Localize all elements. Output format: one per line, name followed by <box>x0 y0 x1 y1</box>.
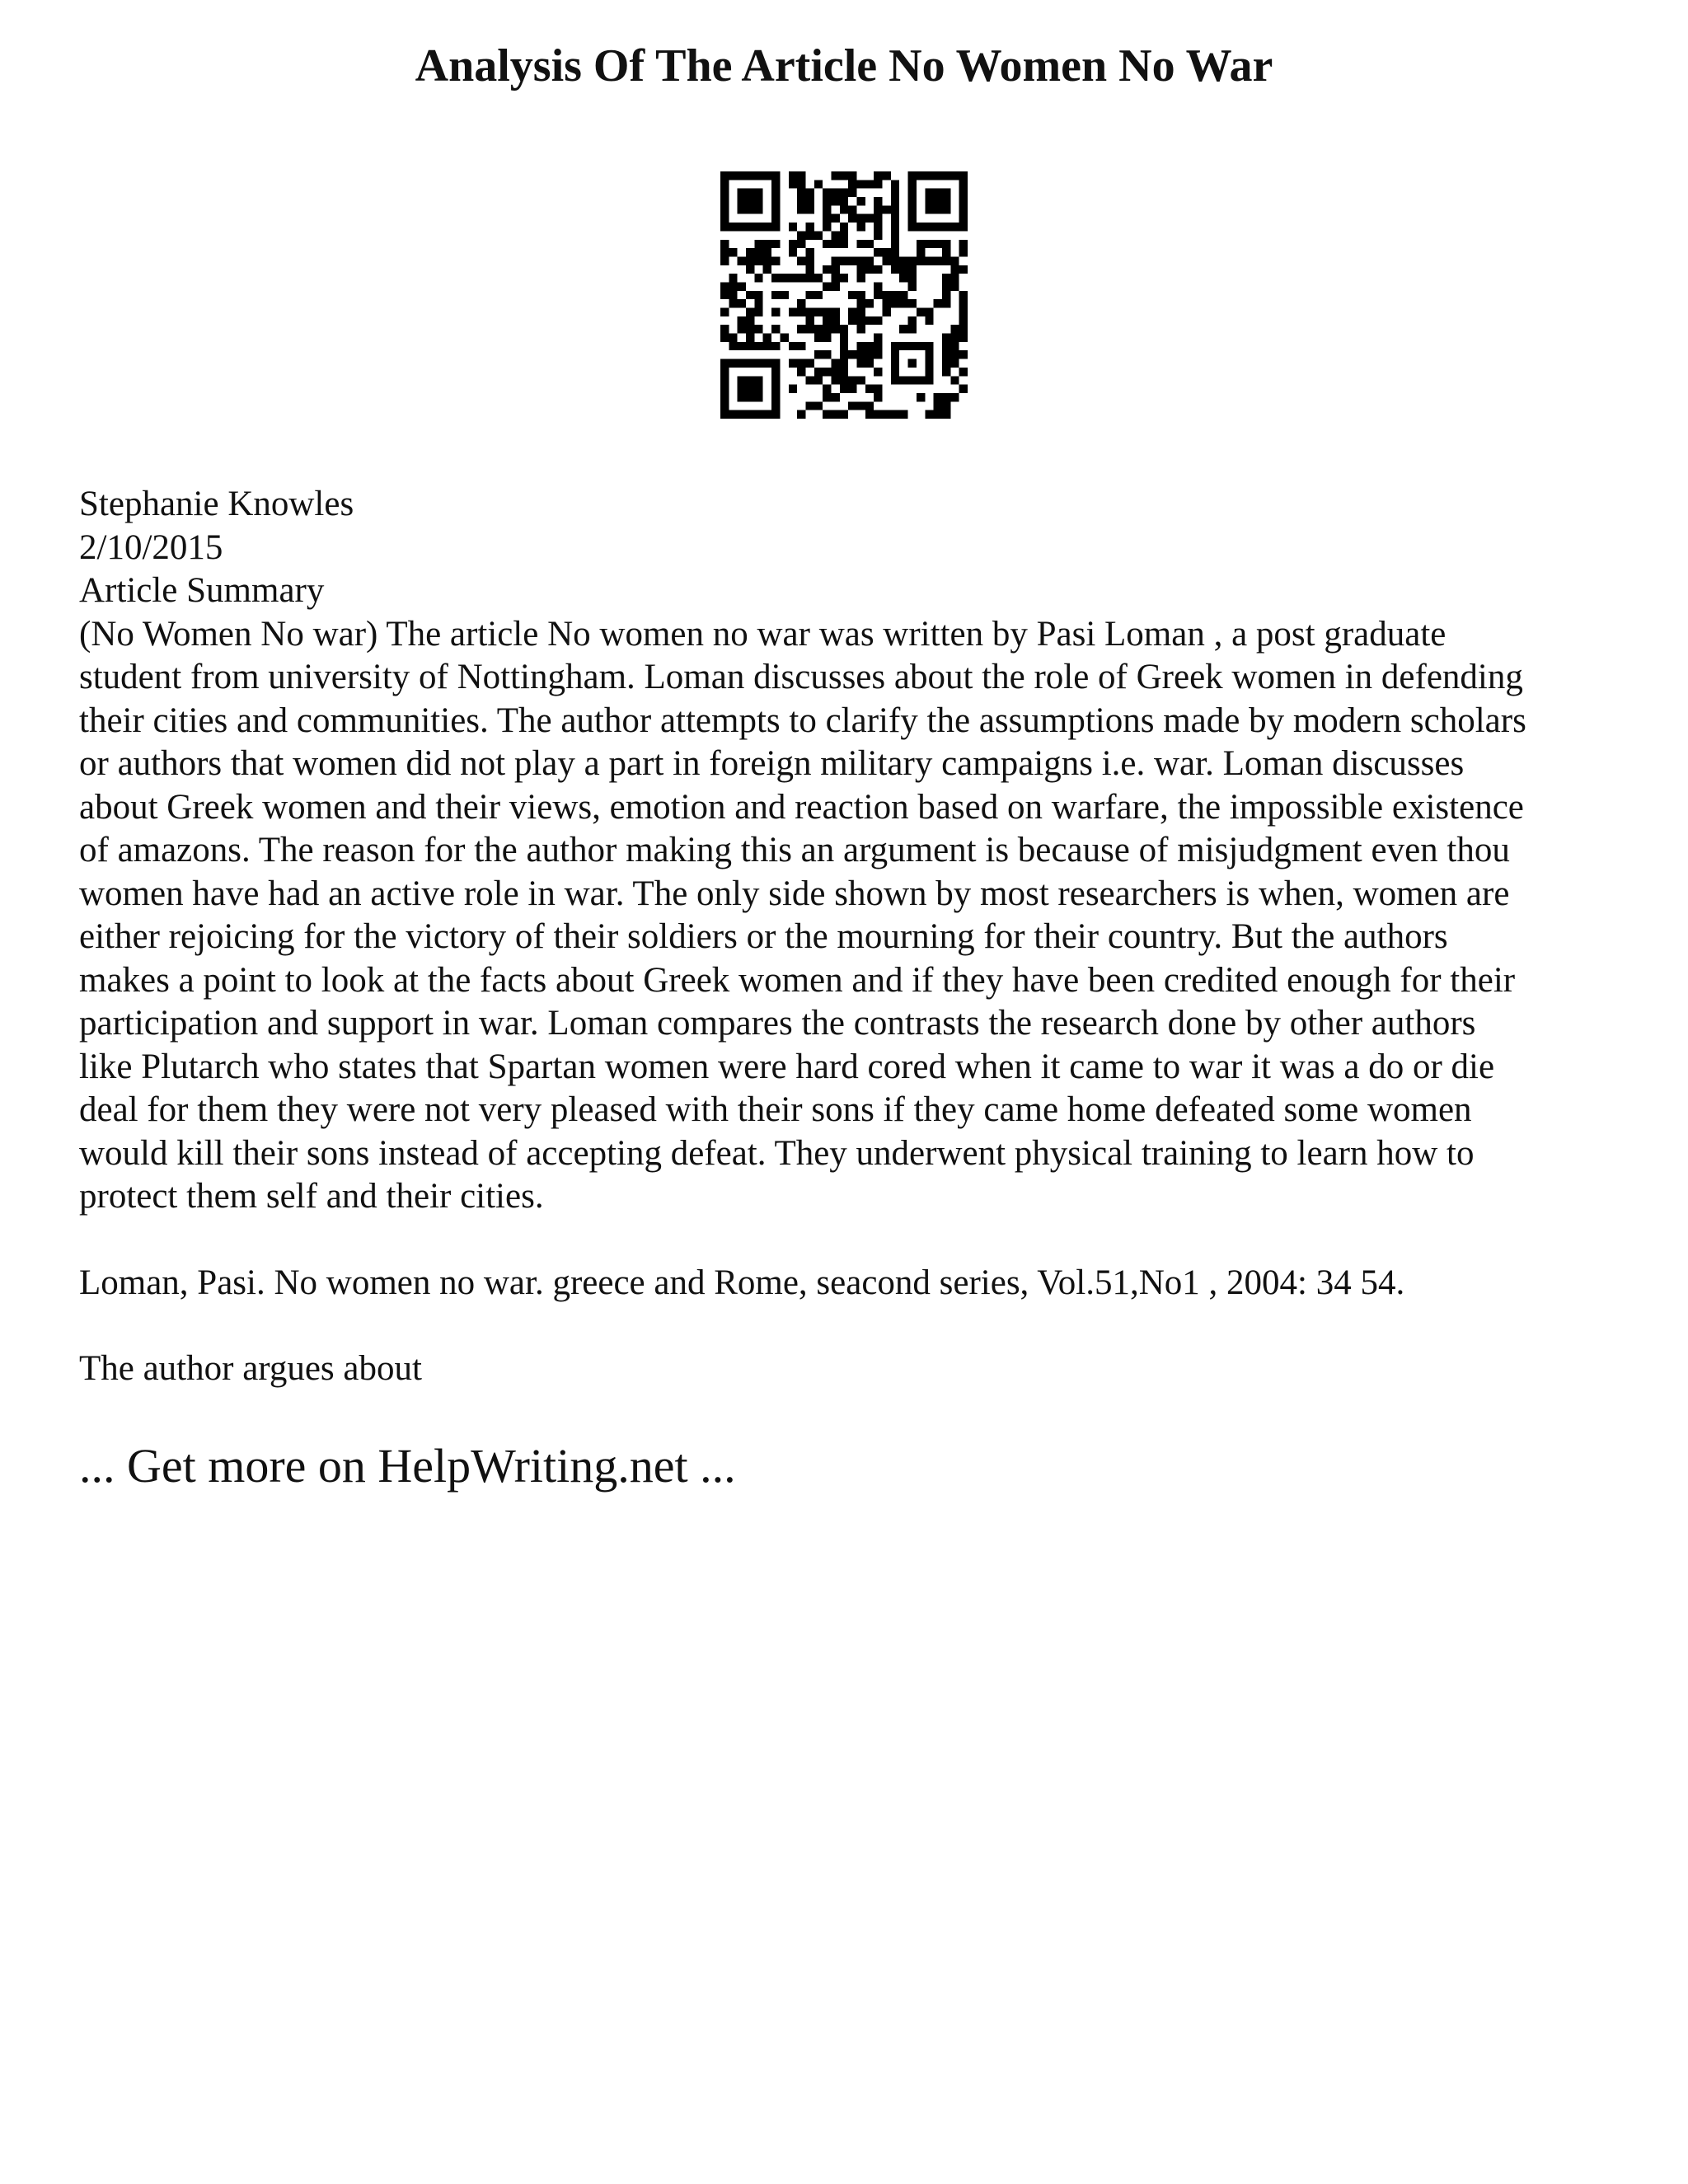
summary-line: participation and support in war. Loman compares the contrasts the research done by other authors <box>79 1004 1476 1043</box>
promo-link[interactable]: ... Get more on HelpWriting.net ... <box>79 1439 736 1493</box>
closing-text: The author argues about <box>79 1349 422 1388</box>
summary-line: their cities and communities. The author attempts to clarify the assumptions made by modern scholars <box>79 701 1526 740</box>
document-title: Analysis Of The Article No Women No War <box>415 40 1273 91</box>
summary-line: of amazons. The reason for the author making this an argument is because of misjudgment even thou <box>79 831 1510 869</box>
summary-line: or authors that women did not play a part in foreign military campaigns i.e. war. Loman discusses <box>79 744 1465 783</box>
section-heading: Article Summary <box>79 571 325 610</box>
document-body <box>79 483 1612 1391</box>
summary-line: either rejoicing for the victory of their soldiers or the mourning for their country. But the authors <box>79 917 1448 956</box>
spacer <box>79 1219 1612 1262</box>
summary-line: deal for them they were not very pleased with their sons if they came home defeated some women <box>79 1090 1472 1129</box>
qr-code-icon <box>720 171 968 419</box>
summary-line: would kill their sons instead of accepting defeat. They underwent physical training to learn how to <box>79 1133 1475 1173</box>
document-date: 2/10/2015 <box>79 527 223 567</box>
summary-line: (No Women No war) The article No women no war was written by Pasi Loman , a post graduate <box>79 614 1447 654</box>
summary-line: student from university of Nottingham. Loman discusses about the role of Greek women in defending <box>79 658 1523 696</box>
summary-line: women have had an active role in war. The only side shown by most researchers is when, women are <box>79 874 1510 913</box>
author-name: Stephanie Knowles <box>79 485 354 523</box>
citation: Loman, Pasi. No women no war. greece and Rome, seacond series, Vol.51,No1 , 2004: 34 54. <box>79 1263 1405 1302</box>
summary-line: like Plutarch who states that Spartan women were hard cored when it came to war it was a do or die <box>79 1047 1495 1086</box>
summary-paragraph <box>79 613 1612 1219</box>
summary-line: about Greek women and their views, emotion and reaction based on warfare, the impossible existence <box>79 787 1524 827</box>
summary-line: makes a point to look at the facts about Greek women and if they have been credited enough for their <box>79 960 1516 1000</box>
summary-line: protect them self and their cities. <box>79 1177 544 1216</box>
spacer <box>79 1305 1612 1347</box>
